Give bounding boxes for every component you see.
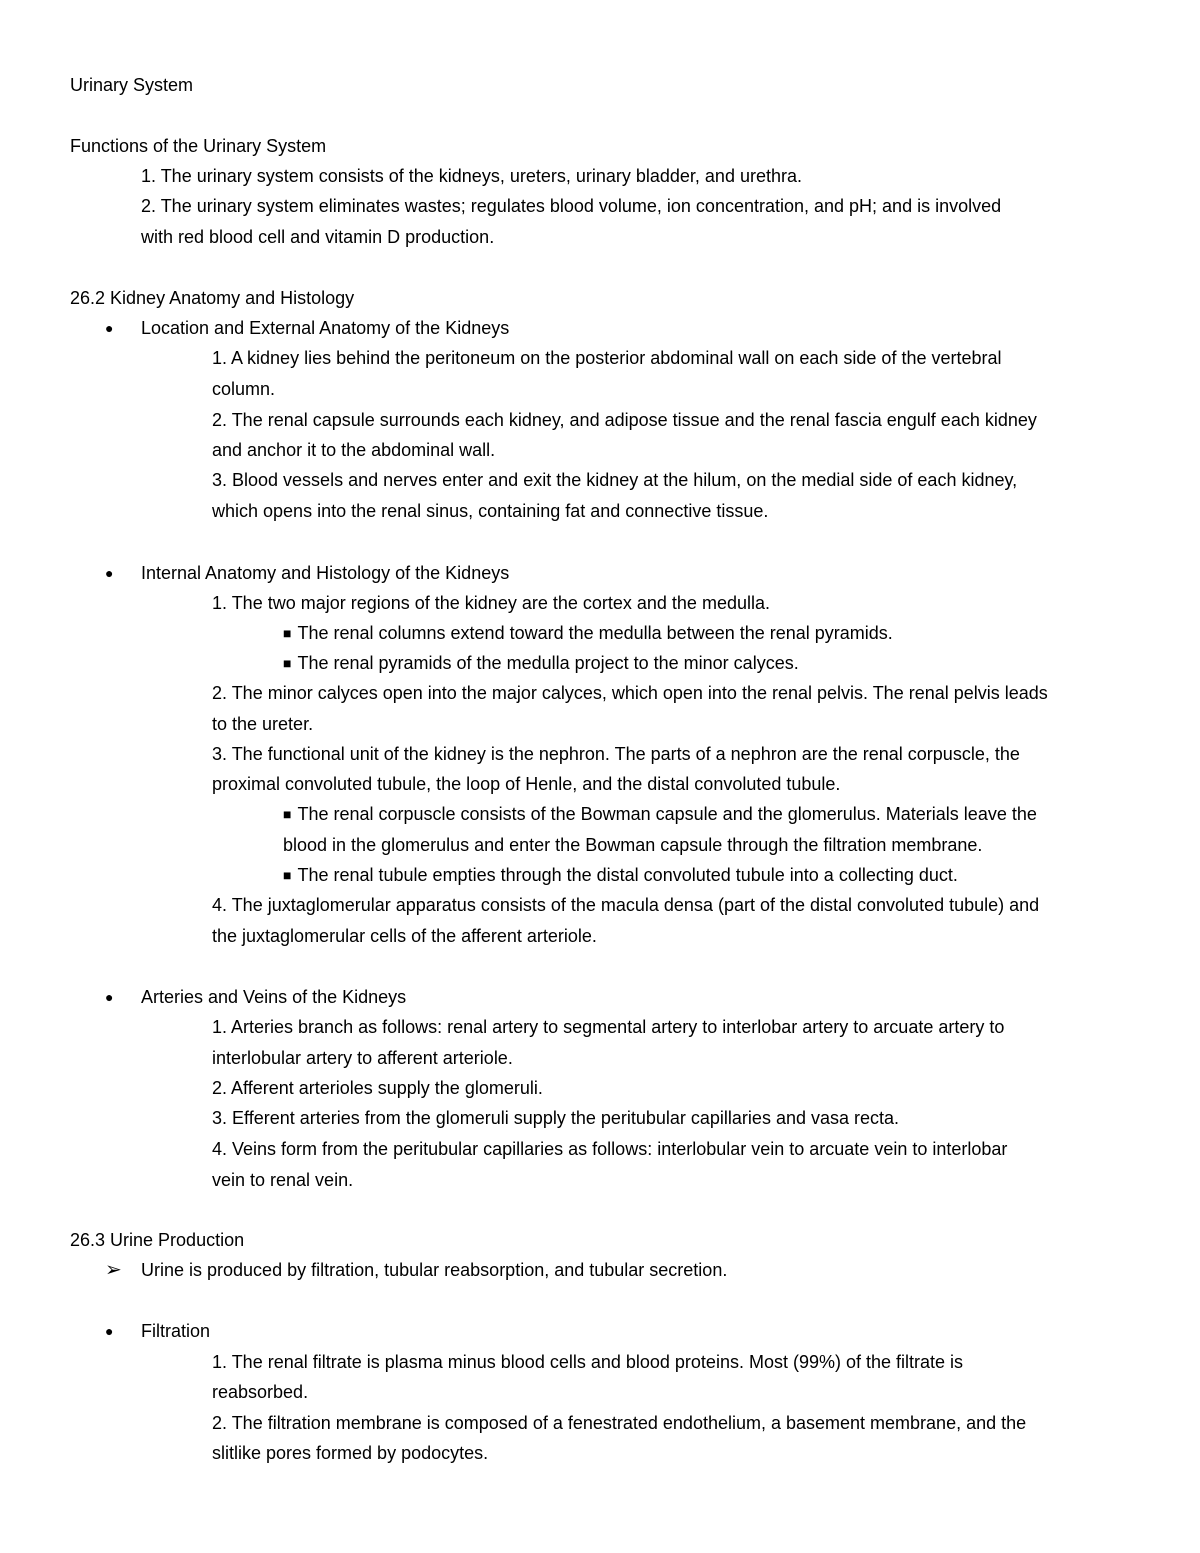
subsection-heading: Internal Anatomy and Histology of the Kidneys <box>141 563 510 583</box>
list-item: 3. Blood vessels and nerves enter and exit the kidney at the hilum, on the medial side of each kidney, <box>212 470 1018 490</box>
document-title: Urinary System <box>70 75 194 95</box>
list-item-continuation: with red blood cell and vitamin D production. <box>141 227 495 247</box>
bullet-icon: ● <box>105 1323 114 1339</box>
list-item: 2. The renal capsule surrounds each kidney, and adipose tissue and the renal fascia engulf each kidney <box>212 410 1037 430</box>
list-item-continuation: and anchor it to the abdominal wall. <box>212 440 496 460</box>
list-item: 2. Afferent arterioles supply the glomeruli. <box>212 1078 543 1098</box>
list-item: 1. The two major regions of the kidney are the cortex and the medulla. <box>212 593 770 613</box>
sub-list-item: ■ The renal columns extend toward the medulla between the renal pyramids. <box>283 623 893 643</box>
square-bullet-icon: ■ <box>283 867 292 883</box>
sub-list-item: ■ The renal pyramids of the medulla project to the minor calyces. <box>283 653 799 673</box>
bullet-icon: ● <box>105 565 114 581</box>
bullet-icon: ● <box>105 320 114 336</box>
sub-list-item-continuation: blood in the glomerulus and enter the Bowman capsule through the filtration membrane. <box>283 835 983 855</box>
list-item-continuation: slitlike pores formed by podocytes. <box>212 1443 489 1463</box>
subsection-heading: Location and External Anatomy of the Kidneys <box>141 318 510 338</box>
list-item: 4. The juxtaglomerular apparatus consists of the macula densa (part of the distal convoluted tubule) and <box>212 895 1040 915</box>
arrowhead-bullet-icon: ➢ <box>105 1259 122 1281</box>
list-item: 2. The urinary system eliminates wastes; regulates blood volume, ion concentration, and pH; and is involved <box>141 196 1002 216</box>
list-item-continuation: the juxtaglomerular cells of the afferent arteriole. <box>212 926 597 946</box>
list-item: Urine is produced by filtration, tubular reabsorption, and tubular secretion. <box>141 1260 728 1280</box>
list-item: 1. The renal filtrate is plasma minus blood cells and blood proteins. Most (99%) of the filtrate is <box>212 1352 964 1372</box>
section-heading: 26.3 Urine Production <box>70 1230 245 1250</box>
list-item: 1. The urinary system consists of the kidneys, ureters, urinary bladder, and urethra. <box>141 166 802 186</box>
bullet-icon: ● <box>105 989 114 1005</box>
list-item: 3. Efferent arteries from the glomeruli supply the peritubular capillaries and vasa recta. <box>212 1108 900 1128</box>
list-item: 3. The functional unit of the kidney is the nephron. The parts of a nephron are the renal corpuscle, the <box>212 744 1020 764</box>
subsection-heading: Arteries and Veins of the Kidneys <box>141 987 407 1007</box>
square-bullet-icon: ■ <box>283 806 292 822</box>
list-item: 4. Veins form from the peritubular capillaries as follows: interlobular vein to arcuate vein to interlobar <box>212 1139 1008 1159</box>
list-item: 1. A kidney lies behind the peritoneum on the posterior abdominal wall on each side of the vertebral <box>212 348 1002 368</box>
square-bullet-icon: ■ <box>283 625 292 641</box>
section-heading: 26.2 Kidney Anatomy and Histology <box>70 288 355 308</box>
sub-list-item: ■ The renal tubule empties through the distal convoluted tubule into a collecting duct. <box>283 865 958 885</box>
list-item-continuation: to the ureter. <box>212 714 314 734</box>
sub-list-item: ■ The renal corpuscle consists of the Bowman capsule and the glomerulus. Materials leave the <box>283 804 1037 824</box>
list-item-continuation: reabsorbed. <box>212 1382 309 1402</box>
square-bullet-icon: ■ <box>283 655 292 671</box>
list-item: 2. The filtration membrane is composed of a fenestrated endothelium, a basement membrane, and the <box>212 1413 1027 1433</box>
list-item-continuation: vein to renal vein. <box>212 1170 354 1190</box>
list-item-continuation: which opens into the renal sinus, containing fat and connective tissue. <box>212 501 769 521</box>
list-item-continuation: column. <box>212 379 276 399</box>
list-item-continuation: proximal convoluted tubule, the loop of Henle, and the distal convoluted tubule. <box>212 774 841 794</box>
list-item: 2. The minor calyces open into the major calyces, which open into the renal pelvis. The renal pelvis leads <box>212 683 1048 703</box>
subsection-heading: Filtration <box>141 1321 211 1341</box>
list-item-continuation: interlobular artery to afferent arteriole. <box>212 1048 513 1068</box>
list-item: 1. Arteries branch as follows: renal artery to segmental artery to interlobar artery to arcuate artery to <box>212 1017 1005 1037</box>
section-heading: Functions of the Urinary System <box>70 136 327 156</box>
